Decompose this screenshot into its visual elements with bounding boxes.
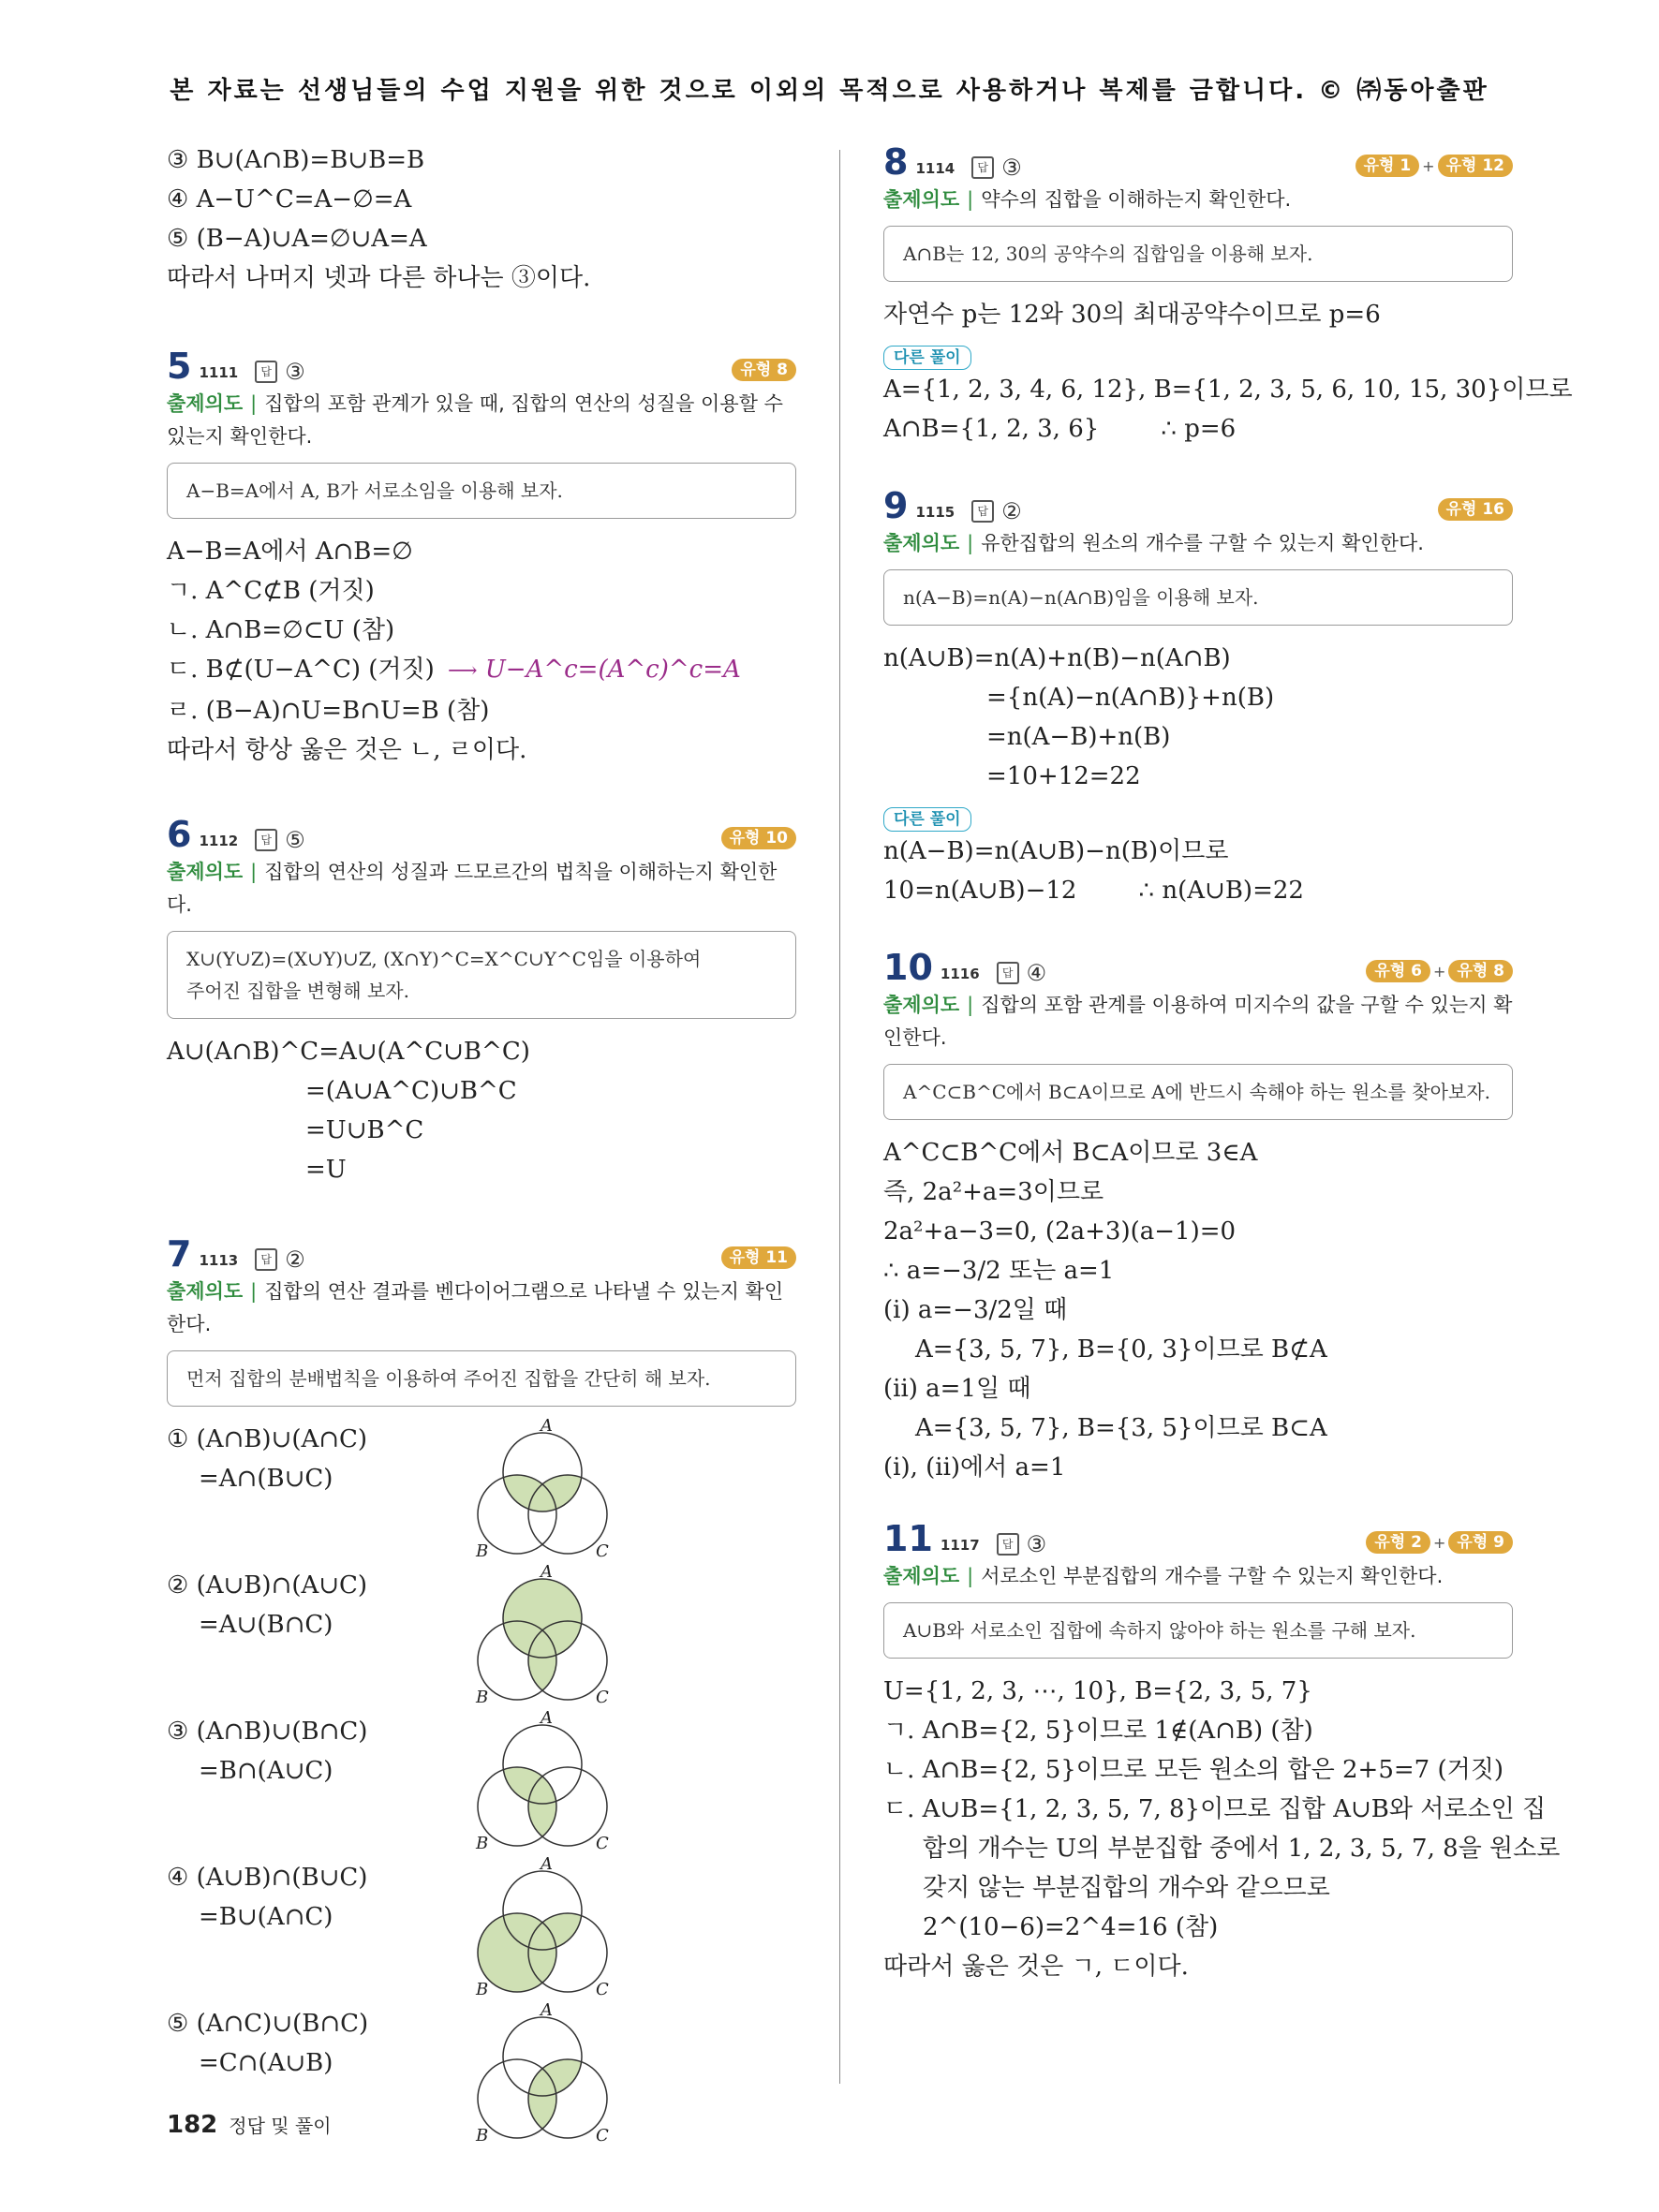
- answer-value: ④: [1026, 960, 1047, 986]
- page-footer: [167, 2111, 332, 2139]
- problem-code: 1117: [940, 1537, 980, 1554]
- answer-icon: 답: [997, 1533, 1019, 1556]
- venn-diagram: [472, 1562, 622, 1712]
- solution-line: =U: [305, 1156, 347, 1184]
- problem-code: 1113: [199, 1252, 239, 1269]
- venn-label-a: A: [541, 1854, 553, 1874]
- problem-number: 9: [883, 485, 909, 526]
- intent-label: 출제의도: [883, 188, 960, 211]
- solution-line: ㄷ. B⊄(U−A^C) (거짓): [167, 656, 435, 684]
- solution-line: =U∪B^C: [305, 1116, 424, 1144]
- hint-line: 주어진 집합을 변형해 보자.: [186, 980, 409, 1002]
- intent-label: 출제의도: [883, 1565, 960, 1587]
- venn-label-c: C: [596, 1688, 609, 1707]
- p4-line: ⑤ (B−A)∪A=∅∪A=A: [167, 225, 427, 253]
- answer-icon: 답: [997, 962, 1019, 984]
- venn-diagram: [472, 1854, 622, 2004]
- type-tag: 유형 9: [1448, 1531, 1513, 1554]
- venn-label-a: A: [541, 1416, 553, 1436]
- column-divider: [839, 150, 840, 2084]
- solution-line: 2a²+a−3=0, (2a+3)(a−1)=0: [883, 1217, 1237, 1246]
- answer-value: ②: [285, 1246, 305, 1273]
- answer-icon: 답: [971, 500, 994, 523]
- solution-line: A={3, 5, 7}, B={3, 5}이므로 B⊂A: [915, 1414, 1327, 1442]
- left-column: [167, 140, 796, 2150]
- solution-line: (i), (ii)에서 a=1: [883, 1453, 1066, 1482]
- venn-label-a: A: [541, 2000, 553, 2020]
- solution-line: A∩B={1, 2, 3, 6} ∴ p=6: [883, 415, 1237, 443]
- type-tag: 유형 8: [1448, 960, 1513, 982]
- answer-value: ②: [1001, 498, 1022, 524]
- venn-label-a: A: [541, 1708, 553, 1728]
- intent-text: 유한집합의 원소의 개수를 구할 수 있는지 확인한다.: [981, 532, 1424, 554]
- venn-label-c: C: [596, 2126, 609, 2146]
- venn-label-b: B: [476, 1834, 489, 1853]
- answer-value: ③: [1026, 1531, 1047, 1557]
- venn-diagram: [472, 1708, 622, 1858]
- problem-10-header: 10 1116 답 ④ 유형 6 + 유형 8: [883, 946, 1513, 989]
- other-solution-badge: 다른 풀이: [883, 807, 971, 832]
- intent: 출제의도 | 집합의 연산 결과를 벤다이어그램으로 나타낼 수 있는지 확인한다.: [167, 1280, 784, 1335]
- venn-label-c: C: [596, 1980, 609, 1999]
- problem-code: 1116: [940, 966, 980, 982]
- venn-option: [167, 1854, 796, 2004]
- solution-line: A−B=A에서 A∩B=∅: [167, 538, 413, 566]
- venn-option: [167, 1416, 796, 1566]
- type-tag: 유형 11: [721, 1246, 796, 1269]
- problem-number: 11: [883, 1518, 933, 1559]
- solution-line: ㄱ. A∩B={2, 5}이므로 1∉(A∩B) (참): [883, 1717, 1313, 1745]
- solution-line-with-note: [167, 650, 796, 691]
- arrow-icon: ⟶: [448, 659, 478, 683]
- solution-line: 즉, 2a²+a=3이므로: [883, 1178, 1104, 1206]
- problem-6-header: [167, 813, 796, 856]
- intent-label: 출제의도: [883, 994, 960, 1016]
- option-line: ④ (A∪B)∩(B∪C): [167, 1864, 368, 1892]
- problem-number: 7: [167, 1233, 192, 1275]
- hint-box: A^C⊂B^C에서 B⊂A이므로 A에 반드시 속해야 하는 원소를 찾아보자.: [883, 1064, 1513, 1120]
- hint-box: [167, 931, 796, 1019]
- problem-code: 1111: [199, 364, 239, 381]
- intent-text: 서로소인 부분집합의 개수를 구할 수 있는지 확인한다.: [981, 1565, 1444, 1587]
- answer-value: ⑤: [285, 827, 305, 853]
- option-line: ⑤ (A∩C)∪(B∩C): [167, 2010, 369, 2038]
- solution-line: A={1, 2, 3, 4, 6, 12}, B={1, 2, 3, 5, 6, 10, 15, 30}이므로: [883, 376, 1573, 404]
- solution-line: ㄹ. (B−A)∩U=B∩U=B (참): [167, 697, 490, 725]
- option-line: =B∩(A∪C): [199, 1757, 333, 1785]
- type-tag: 유형 8: [732, 359, 796, 381]
- problem-7-header: [167, 1232, 796, 1276]
- option-line: ③ (A∩B)∪(B∩C): [167, 1718, 368, 1746]
- solution-line: 따라서 항상 옳은 것은 ㄴ, ㄹ이다.: [167, 736, 527, 764]
- type-tag: 유형 1: [1355, 155, 1420, 177]
- solution-line: ㄷ. A∪B={1, 2, 3, 5, 7, 8}이므로 집합 A∪B와 서로소인 집: [883, 1795, 1547, 1823]
- answer-value: ③: [1001, 155, 1022, 181]
- intent-label: 출제의도: [167, 1280, 244, 1303]
- solution-line: n(A−B)=n(A∪B)−n(B)이므로: [883, 837, 1229, 865]
- solution-line: ㄱ. A^C⊄B (거짓): [167, 577, 375, 605]
- venn-label-b: B: [476, 2126, 489, 2146]
- problem-8-header: 8 1114 답 ③ 유형 1 + 유형 12: [883, 140, 1513, 184]
- option-line: ① (A∩B)∪(A∩C): [167, 1425, 368, 1453]
- problem-number: 5: [167, 346, 192, 387]
- right-column: [883, 140, 1573, 1986]
- intent-label: 출제의도: [883, 532, 960, 554]
- hint-box: 먼저 집합의 분배법칙을 이용하여 주어진 집합을 간단히 해 보자.: [167, 1350, 796, 1407]
- intent-text: 집합의 연산의 성질과 드모르간의 법칙을 이해하는지 확인한다.: [167, 861, 778, 916]
- option-line: =A∩(B∪C): [199, 1465, 333, 1493]
- intent-label: 출제의도: [167, 861, 244, 883]
- annotation-note: U−A^c=(A^c)^c=A: [484, 656, 741, 684]
- type-tag: 유형 6: [1366, 960, 1430, 982]
- answer-icon: 답: [971, 156, 994, 179]
- solution-line: 갖지 않는 부분집합의 개수와 같으므로: [923, 1874, 1330, 1902]
- solution-line: 합의 개수는 U의 부분집합 중에서 1, 2, 3, 5, 7, 8을 원소로: [923, 1835, 1561, 1863]
- hint-box: n(A−B)=n(A)−n(A∩B)임을 이용해 보자.: [883, 569, 1513, 626]
- option-line: =A∪(B∩C): [199, 1611, 333, 1639]
- venn-option: [167, 1708, 796, 1858]
- solution-line: =(A∪A^C)∪B^C: [305, 1077, 517, 1105]
- intent: 출제의도 | 집합의 포함 관계를 이용하여 미지수의 값을 구할 수 있는지 확인한다.: [883, 994, 1513, 1049]
- p4-line: 따라서 나머지 넷과 다른 하나는 ③이다.: [167, 264, 591, 292]
- solution-line: ㄴ. A∩B={2, 5}이므로 모든 원소의 합은 2+5=7 (거짓): [883, 1756, 1503, 1784]
- venn-option-list: [167, 1416, 796, 2150]
- problem-number: 8: [883, 141, 909, 183]
- intent: 출제의도 | 약수의 집합을 이해하는지 확인한다.: [883, 188, 1292, 211]
- other-solution-badge: 다른 풀이: [883, 346, 971, 370]
- solution-line: ㄴ. A∩B=∅⊂U (참): [167, 616, 395, 644]
- solution-line: A^C⊂B^C에서 B⊂A이므로 3∈A: [883, 1139, 1258, 1167]
- intent-label: 출제의도: [167, 392, 244, 415]
- hint-box: A∪B와 서로소인 집합에 속하지 않아야 하는 원소를 구해 보자.: [883, 1602, 1513, 1659]
- solution-line: (ii) a=1일 때: [883, 1375, 1031, 1403]
- problem-code: 1112: [199, 833, 239, 849]
- problem-number: 10: [883, 947, 933, 988]
- copyright-notice: 본 자료는 선생님들의 수업 지원을 위한 것으로 이외의 목적으로 사용하거나 복제를 금합니다. © ㈜동아출판: [170, 77, 1489, 105]
- solution-line: n(A∪B)=n(A)+n(B)−n(A∩B): [883, 644, 1231, 672]
- p4-line: ③ B∪(A∩B)=B∪B=B: [167, 146, 425, 174]
- venn-diagram: [472, 2000, 622, 2150]
- solution-line: 2^(10−6)=2^4=16 (참): [923, 1913, 1219, 1941]
- option-line: =B∪(A∩C): [199, 1903, 333, 1931]
- venn-label-b: B: [476, 1541, 489, 1561]
- solution-line: A∪(A∩B)^C=A∪(A^C∪B^C): [167, 1038, 530, 1066]
- type-tag: 유형 12: [1438, 155, 1513, 177]
- solution-line: =n(A−B)+n(B): [986, 723, 1171, 751]
- venn-label-b: B: [476, 1980, 489, 1999]
- venn-label-b: B: [476, 1688, 489, 1707]
- solution-line: ={n(A)−n(A∩B)}+n(B): [986, 684, 1275, 712]
- hint-box: A−B=A에서 A, B가 서로소임을 이용해 보자.: [167, 463, 796, 519]
- problem-9-header: [883, 484, 1513, 527]
- footer-title: 정답 및 풀이: [229, 2115, 332, 2137]
- option-line: =C∩(A∪B): [199, 2049, 333, 2077]
- venn-label-c: C: [596, 1541, 609, 1561]
- venn-label-a: A: [541, 1562, 553, 1582]
- solution-line: =10+12=22: [986, 762, 1141, 790]
- intent-text: 집합의 포함 관계가 있을 때, 집합의 연산의 성질을 이용할 수 있는지 확인한다.: [167, 392, 783, 448]
- venn-option: [167, 1562, 796, 1712]
- answer-icon: 답: [255, 829, 277, 851]
- answer-icon: 답: [255, 361, 277, 383]
- intent-text: 약수의 집합을 이해하는지 확인한다.: [981, 188, 1292, 211]
- type-tag: 유형 10: [721, 827, 796, 849]
- solution-line: (i) a=−3/2일 때: [883, 1296, 1068, 1324]
- answer-value: ③: [285, 359, 305, 385]
- problem-5-header: [167, 345, 796, 388]
- intent-text: 집합의 포함 관계를 이용하여 미지수의 값을 구할 수 있는지 확인한다.: [883, 994, 1513, 1049]
- option-line: ② (A∪B)∩(A∪C): [167, 1571, 368, 1600]
- intent: 출제의도 | 유한집합의 원소의 개수를 구할 수 있는지 확인한다.: [883, 532, 1424, 554]
- type-tag: 유형 16: [1438, 498, 1513, 521]
- problem-code: 1114: [915, 160, 955, 177]
- solution-line: U={1, 2, 3, ⋯, 10}, B={2, 3, 5, 7}: [883, 1677, 1312, 1705]
- hint-line: X∪(Y∪Z)=(X∪Y)∪Z, (X∩Y)^C=X^C∪Y^C임을 이용하여: [186, 948, 702, 970]
- solution-line: ∴ a=−3/2 또는 a=1: [883, 1257, 1115, 1285]
- venn-label-c: C: [596, 1834, 609, 1853]
- intent: 출제의도 | 집합의 연산의 성질과 드모르간의 법칙을 이해하는지 확인한다.: [167, 861, 778, 916]
- answer-icon: 답: [255, 1248, 277, 1271]
- solution-line: 자연수 p는 12와 30의 최대공약수이므로 p=6: [883, 301, 1381, 329]
- intent-text: 집합의 연산 결과를 벤다이어그램으로 나타낼 수 있는지 확인한다.: [167, 1280, 784, 1335]
- venn-diagram: [472, 1416, 622, 1566]
- problem-11-header: 11 1117 답 ③ 유형 2 + 유형 9: [883, 1517, 1513, 1560]
- type-tag: 유형 2: [1366, 1531, 1430, 1554]
- problem-code: 1115: [915, 504, 955, 521]
- intent: 출제의도 | 집합의 포함 관계가 있을 때, 집합의 연산의 성질을 이용할 수 있는지 확인한다.: [167, 392, 783, 448]
- solution-line: A={3, 5, 7}, B={0, 3}이므로 B⊄A: [915, 1335, 1327, 1364]
- intent: 출제의도 | 서로소인 부분집합의 개수를 구할 수 있는지 확인한다.: [883, 1565, 1444, 1587]
- page-number: 182: [167, 2111, 218, 2139]
- solution-line: 10=n(A∪B)−12 ∴ n(A∪B)=22: [883, 877, 1304, 905]
- hint-box: A∩B는 12, 30의 공약수의 집합임을 이용해 보자.: [883, 226, 1513, 282]
- problem-number: 6: [167, 814, 192, 855]
- p4-line: ④ A−U^C=A−∅=A: [167, 185, 412, 214]
- solution-line: 따라서 옳은 것은 ㄱ, ㄷ이다.: [883, 1953, 1189, 1981]
